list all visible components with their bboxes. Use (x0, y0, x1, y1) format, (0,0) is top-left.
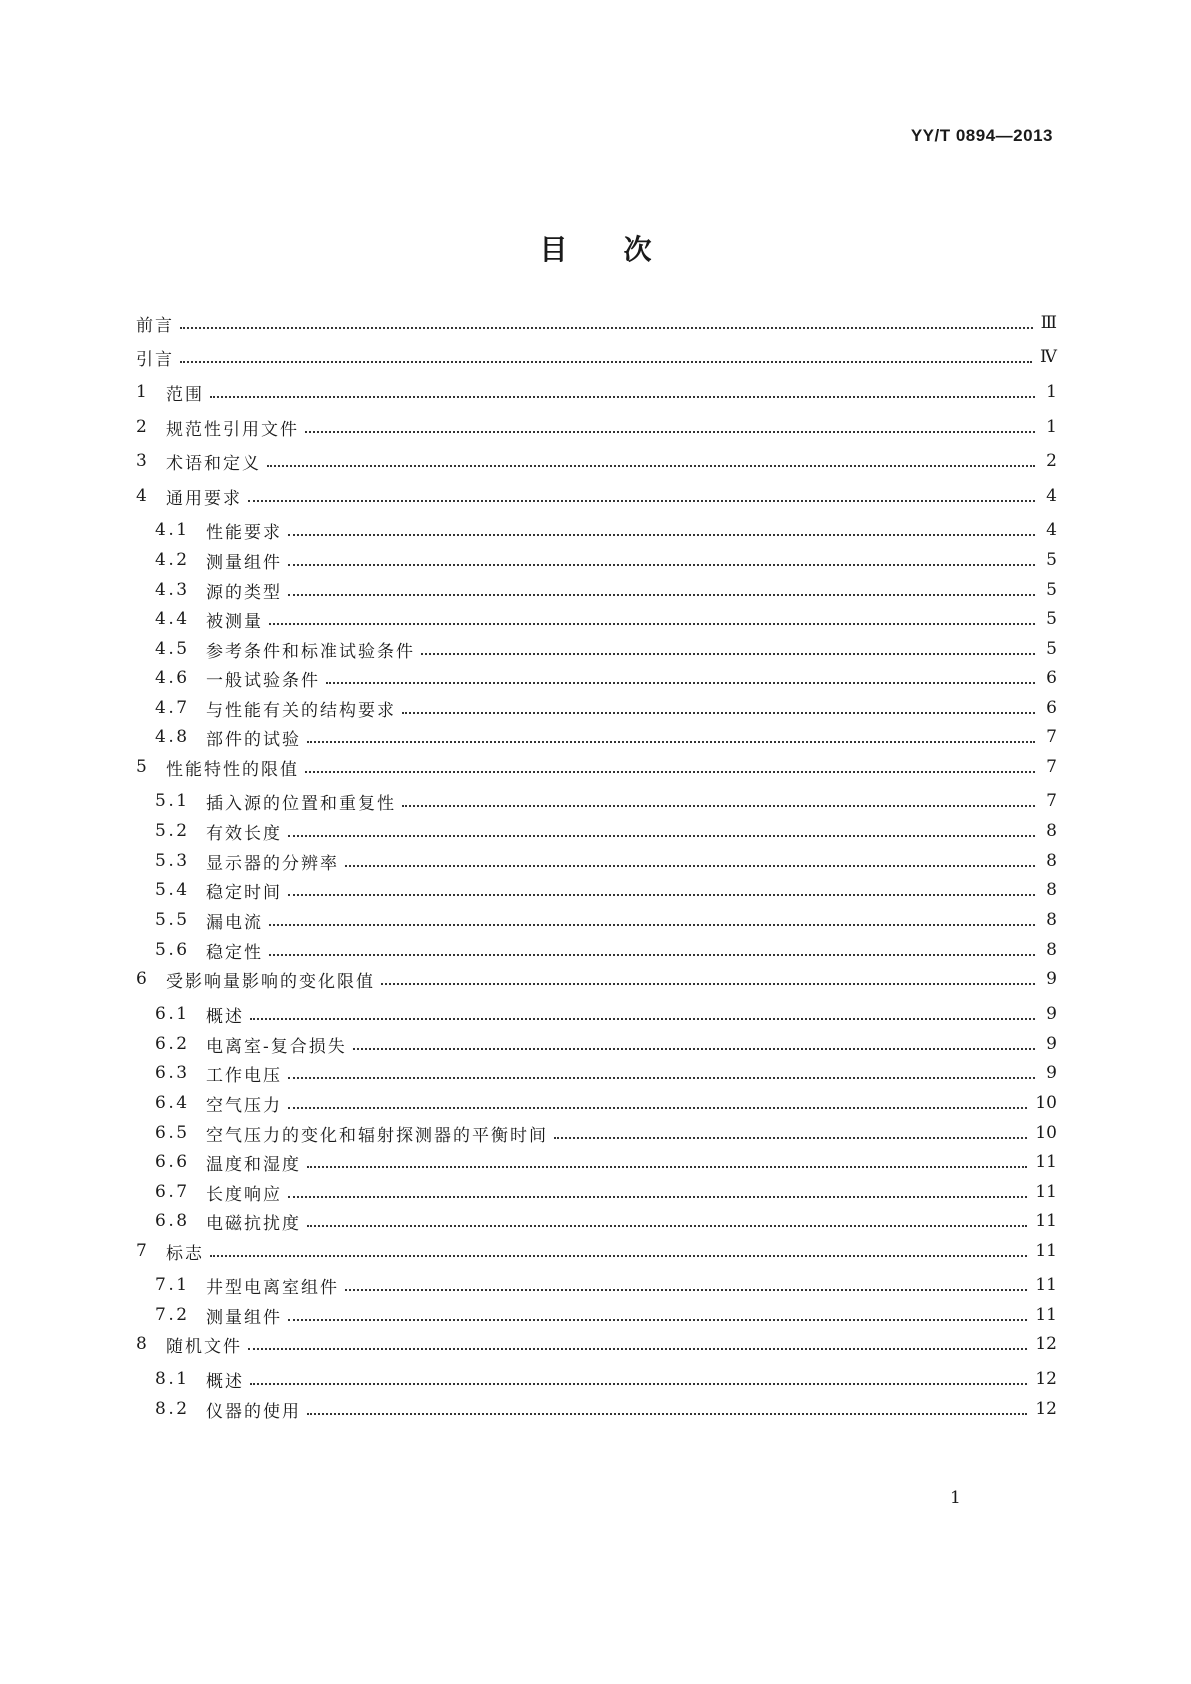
toc-entry-page: 10 (1035, 1093, 1057, 1113)
toc-entry-number: 6.5 (155, 1123, 190, 1143)
toc-entry-number: 6.1 (155, 1004, 190, 1024)
toc-entry[interactable] (155, 818, 1057, 844)
toc-entry-title: 空气压力 (206, 1095, 282, 1116)
toc-dot-leader (305, 771, 1035, 773)
toc-entry-number: 5.6 (155, 940, 190, 960)
toc-dot-leader (305, 431, 1035, 433)
toc-entry[interactable] (136, 1238, 1057, 1264)
toc-dot-leader (288, 894, 1035, 896)
toc-dot-leader (554, 1137, 1027, 1139)
toc-entry-title: 温度和湿度 (206, 1154, 301, 1175)
toc-entry[interactable] (155, 788, 1057, 814)
toc-entry[interactable] (155, 1272, 1057, 1298)
page-title: 目次 (539, 233, 708, 266)
toc-entry-page: 4 (1046, 486, 1057, 506)
toc-dot-leader (248, 1348, 1027, 1350)
toc-entry[interactable] (136, 966, 1057, 992)
toc-entry-page: 11 (1035, 1305, 1057, 1325)
toc-entry-title: 随机文件 (166, 1336, 242, 1357)
toc-entry-title: 被测量 (206, 611, 263, 632)
toc-entry[interactable] (155, 1060, 1057, 1086)
toc-entry-title: 性能要求 (206, 522, 282, 543)
toc-entry-number: 3 (136, 451, 148, 471)
toc-entry-page: 10 (1035, 1123, 1057, 1143)
toc-entry[interactable] (155, 1149, 1057, 1175)
toc-entry-title: 显示器的分辨率 (206, 853, 339, 874)
toc-entry-title: 长度响应 (206, 1184, 282, 1205)
toc-dot-leader (250, 1018, 1035, 1020)
toc-entry-page: 5 (1046, 639, 1057, 659)
toc-entry-number: 5.3 (155, 851, 190, 871)
toc-entry-title: 标志 (166, 1243, 204, 1264)
toc-entry[interactable] (155, 1396, 1057, 1422)
toc-entry-page: 9 (1046, 1034, 1057, 1054)
toc-entry-page: 7 (1046, 727, 1057, 747)
page-number: 1 (950, 1488, 961, 1508)
toc-dot-leader (326, 682, 1035, 684)
toc-entry-number: 4.1 (155, 520, 190, 540)
toc-dot-leader (307, 1413, 1027, 1415)
toc-entry-page: Ⅳ (1040, 347, 1057, 367)
toc-entry[interactable] (155, 937, 1057, 963)
toc-entry-number: 4.2 (155, 550, 190, 570)
toc-entry[interactable] (136, 310, 1057, 336)
toc-entry-page: 5 (1046, 609, 1057, 629)
toc-entry-title: 部件的试验 (206, 729, 301, 750)
toc-dot-leader (353, 1048, 1035, 1050)
toc-entry-number: 1 (136, 382, 148, 402)
toc-entry-page: 9 (1046, 1004, 1057, 1024)
toc-entry-number: 6.2 (155, 1034, 190, 1054)
toc-dot-leader (269, 954, 1035, 956)
toc-entry-number: 4 (136, 486, 148, 506)
toc-entry-page: 12 (1035, 1369, 1057, 1389)
toc-dot-leader (381, 983, 1035, 985)
toc-entry[interactable] (155, 1001, 1057, 1027)
toc-entry-page: 8 (1046, 940, 1057, 960)
toc-entry[interactable] (136, 448, 1057, 474)
toc-entry-page: 12 (1035, 1399, 1057, 1419)
toc-entry-page: 2 (1046, 451, 1057, 471)
toc-entry[interactable] (155, 1302, 1057, 1328)
toc-entry-title: 稳定时间 (206, 882, 282, 903)
toc-entry-page: 11 (1035, 1211, 1057, 1231)
toc-entry-number: 8.2 (155, 1399, 190, 1419)
toc-entry[interactable] (155, 724, 1057, 750)
toc-entry[interactable] (155, 1090, 1057, 1116)
toc-entry-page: 6 (1046, 698, 1057, 718)
toc-entry-title: 前言 (136, 315, 174, 336)
toc-entry-title: 术语和定义 (166, 453, 261, 474)
toc-entry[interactable] (155, 547, 1057, 573)
toc-entry-page: 9 (1046, 1063, 1057, 1083)
toc-entry[interactable] (155, 1208, 1057, 1234)
toc-entry-number: 6 (136, 969, 148, 989)
toc-entry-title: 概述 (206, 1371, 244, 1392)
toc-entry-number: 6.3 (155, 1063, 190, 1083)
toc-entry[interactable] (136, 1331, 1057, 1357)
toc-entry-title: 一般试验条件 (206, 670, 320, 691)
toc-dot-leader (307, 741, 1035, 743)
toc-entry-title: 范围 (166, 384, 204, 405)
toc-entry-page: 12 (1035, 1334, 1057, 1354)
toc-entry-number: 5.2 (155, 821, 190, 841)
toc-entry[interactable] (136, 344, 1057, 370)
toc-entry[interactable] (136, 414, 1057, 440)
toc-entry-title: 仪器的使用 (206, 1401, 301, 1422)
toc-entry-number: 4.6 (155, 668, 190, 688)
toc-entry-title: 稳定性 (206, 942, 263, 963)
toc-entry-title: 测量组件 (206, 552, 282, 573)
toc-dot-leader (345, 1289, 1027, 1291)
toc-entry-number: 4.8 (155, 727, 190, 747)
toc-entry-number: 8.1 (155, 1369, 190, 1389)
toc-entry-title: 源的类型 (206, 582, 282, 603)
toc-entry[interactable] (155, 1179, 1057, 1205)
toc-entry-title: 受影响量影响的变化限值 (166, 971, 375, 992)
toc-dot-leader (288, 1319, 1027, 1321)
toc-entry-number: 6.4 (155, 1093, 190, 1113)
toc-dot-leader (210, 396, 1035, 398)
toc-entry-page: 5 (1046, 580, 1057, 600)
standard-number: YY/T 0894—2013 (910, 126, 1053, 145)
toc-entry-title: 引言 (136, 349, 174, 370)
toc-entry-page: 11 (1035, 1182, 1057, 1202)
toc-entry-title: 概述 (206, 1006, 244, 1027)
toc-entry-title: 有效长度 (206, 823, 282, 844)
toc-entry-title: 参考条件和标准试验条件 (206, 641, 415, 662)
toc-entry[interactable] (136, 379, 1057, 405)
toc-entry-number: 7 (136, 1241, 148, 1261)
toc-dot-leader (288, 534, 1035, 536)
toc-entry[interactable] (155, 695, 1057, 721)
toc-dot-leader (345, 865, 1035, 867)
toc-dot-leader (288, 1196, 1027, 1198)
toc-entry[interactable] (136, 754, 1057, 780)
toc-entry-title: 井型电离室组件 (206, 1277, 339, 1298)
toc-entry-number: 5.5 (155, 910, 190, 930)
toc-entry-page: 4 (1046, 520, 1057, 540)
toc-entry-title: 漏电流 (206, 912, 263, 933)
toc-entry[interactable] (155, 1366, 1057, 1392)
toc-entry-number: 5.1 (155, 791, 190, 811)
toc-dot-leader (180, 327, 1033, 329)
toc-entry-number: 8 (136, 1334, 148, 1354)
toc-entry-number: 4.5 (155, 639, 190, 659)
toc-entry[interactable] (155, 1120, 1057, 1146)
toc-entry-title: 性能特性的限值 (166, 759, 299, 780)
toc-entry[interactable] (155, 577, 1057, 603)
toc-entry-title: 电磁抗扰度 (206, 1213, 301, 1234)
toc-dot-leader (269, 623, 1035, 625)
toc-entry[interactable] (155, 636, 1057, 662)
toc-entry[interactable] (136, 483, 1057, 509)
toc-entry-page: 11 (1035, 1241, 1057, 1261)
toc-entry-title: 通用要求 (166, 488, 242, 509)
toc-entry-page: Ⅲ (1040, 313, 1057, 333)
toc-entry-number: 6.8 (155, 1211, 190, 1231)
toc-entry[interactable] (155, 606, 1057, 632)
toc-entry-number: 6.7 (155, 1182, 190, 1202)
toc-dot-leader (307, 1166, 1027, 1168)
toc-entry-number: 4.7 (155, 698, 190, 718)
toc-entry-page: 6 (1046, 668, 1057, 688)
toc-entry-number: 7.2 (155, 1305, 190, 1325)
toc-dot-leader (288, 835, 1035, 837)
toc-entry-page: 8 (1046, 880, 1057, 900)
toc-entry-page: 11 (1035, 1152, 1057, 1172)
toc-dot-leader (288, 564, 1035, 566)
toc-entry-page: 9 (1046, 969, 1057, 989)
toc-entry-page: 1 (1046, 382, 1057, 402)
toc-entry[interactable] (155, 1031, 1057, 1057)
toc-entry[interactable] (155, 665, 1057, 691)
toc-entry[interactable] (155, 877, 1057, 903)
toc-entry-title: 规范性引用文件 (166, 419, 299, 440)
toc-dot-leader (269, 924, 1035, 926)
toc-dot-leader (421, 653, 1035, 655)
toc-entry-number: 7.1 (155, 1275, 190, 1295)
toc-entry-page: 8 (1046, 910, 1057, 930)
toc-dot-leader (180, 361, 1032, 363)
toc-entry-number: 6.6 (155, 1152, 190, 1172)
toc-entry-number: 5 (136, 757, 148, 777)
toc-entry-number: 5.4 (155, 880, 190, 900)
toc-entry-page: 11 (1035, 1275, 1057, 1295)
toc-entry-title: 与性能有关的结构要求 (206, 700, 396, 721)
toc-entry-title: 电离室-复合损失 (206, 1036, 347, 1057)
toc-dot-leader (402, 805, 1035, 807)
toc-entry-page: 8 (1046, 821, 1057, 841)
toc-entry-page: 7 (1046, 791, 1057, 811)
toc-entry-number: 2 (136, 417, 148, 437)
toc-entry-page: 7 (1046, 757, 1057, 777)
toc-dot-leader (288, 1107, 1027, 1109)
toc-entry-number: 4.4 (155, 609, 190, 629)
toc-dot-leader (402, 712, 1035, 714)
toc-entry-title: 测量组件 (206, 1307, 282, 1328)
toc-entry[interactable] (155, 848, 1057, 874)
toc-entry[interactable] (155, 517, 1057, 543)
toc-dot-leader (250, 1383, 1027, 1385)
toc-dot-leader (307, 1225, 1027, 1227)
toc-dot-leader (210, 1255, 1027, 1257)
toc-entry-title: 插入源的位置和重复性 (206, 793, 396, 814)
toc-dot-leader (267, 465, 1035, 467)
toc-entry-page: 8 (1046, 851, 1057, 871)
toc-dot-leader (288, 1077, 1035, 1079)
toc-dot-leader (288, 594, 1035, 596)
toc-entry[interactable] (155, 907, 1057, 933)
toc-dot-leader (248, 500, 1035, 502)
toc-entry-number: 4.3 (155, 580, 190, 600)
toc-entry-title: 工作电压 (206, 1065, 282, 1086)
toc-entry-title: 空气压力的变化和辐射探测器的平衡时间 (206, 1125, 548, 1146)
toc-entry-page: 5 (1046, 550, 1057, 570)
toc-entry-page: 1 (1046, 417, 1057, 437)
